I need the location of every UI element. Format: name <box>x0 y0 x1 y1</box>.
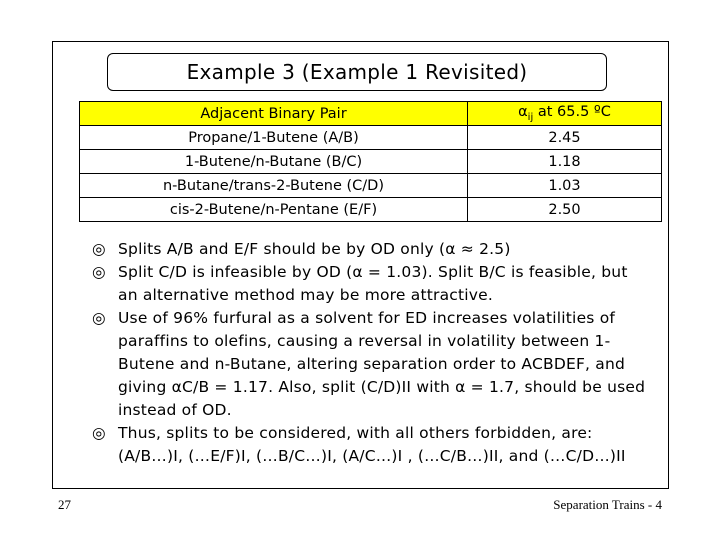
table-row <box>80 174 662 198</box>
bullet-icon: ◎ <box>92 240 106 258</box>
binary-pair-table <box>79 101 662 222</box>
bullet-line: instead of OD. <box>118 401 232 419</box>
pair-cell: cis-2-Butene/n-Pentane (E/F) <box>80 198 468 222</box>
bullet-line: Split C/D is infeasible by OD (α = 1.03). Split B/C is feasible, but <box>118 263 628 281</box>
bullet-line: an alternative method may be more attractive. <box>118 286 494 304</box>
bullet-list <box>92 238 672 468</box>
table-header-row <box>80 102 662 126</box>
bullet-line: (A/B…)I, (…E/F)I, (…B/C…)I, (A/C…)I , (…C/B…)II, and (…C/D…)II <box>118 447 626 465</box>
bullet-line: Use of 96% furfural as a solvent for ED increases volatilities of <box>118 309 616 327</box>
bullet-item <box>92 261 672 307</box>
table-row <box>80 126 662 150</box>
bullet-line: Thus, splits to be considered, with all others forbidden, are: <box>118 424 593 442</box>
page-number: 27 <box>58 497 71 512</box>
bullet-item <box>92 422 672 468</box>
alpha-cell: 2.45 <box>468 126 662 150</box>
pair-cell: n-Butane/trans-2-Butene (C/D) <box>80 174 468 198</box>
bullet-line: Butene and n-Butane, altering separation order to ACBDEF, and <box>118 355 626 373</box>
bullet-line: Splits A/B and E/F should be by OD only (α ≈ 2.5) <box>118 240 511 258</box>
pair-cell: Propane/1-Butene (A/B) <box>80 126 468 150</box>
footer-section-label: Separation Trains - 4 <box>553 497 662 512</box>
table-row <box>80 198 662 222</box>
bullet-icon: ◎ <box>92 309 106 327</box>
table-row <box>80 150 662 174</box>
bullet-icon: ◎ <box>92 263 106 281</box>
bullet-line: giving αC/B = 1.17. Also, split (C/D)II with α = 1.7, should be used <box>118 378 646 396</box>
pair-cell: 1-Butene/n-Butane (B/C) <box>80 150 468 174</box>
alpha-cell: 1.03 <box>468 174 662 198</box>
header-temperature: at 65.5 ºC <box>533 104 611 121</box>
bullet-line: paraffins to olefins, causing a reversal in volatility between 1- <box>118 332 611 350</box>
header-relative-volatility <box>468 102 662 126</box>
alpha-cell: 1.18 <box>468 150 662 174</box>
slide-title: Example 3 (Example 1 Revisited) <box>107 53 607 91</box>
alpha-cell: 2.50 <box>468 198 662 222</box>
header-adjacent-binary-pair: Adjacent Binary Pair <box>80 102 468 126</box>
header-alpha-subscript: ij <box>527 111 534 123</box>
bullet-icon: ◎ <box>92 424 106 442</box>
bullet-item <box>92 238 672 261</box>
header-alpha-symbol: α <box>518 104 528 121</box>
bullet-item <box>92 307 672 422</box>
